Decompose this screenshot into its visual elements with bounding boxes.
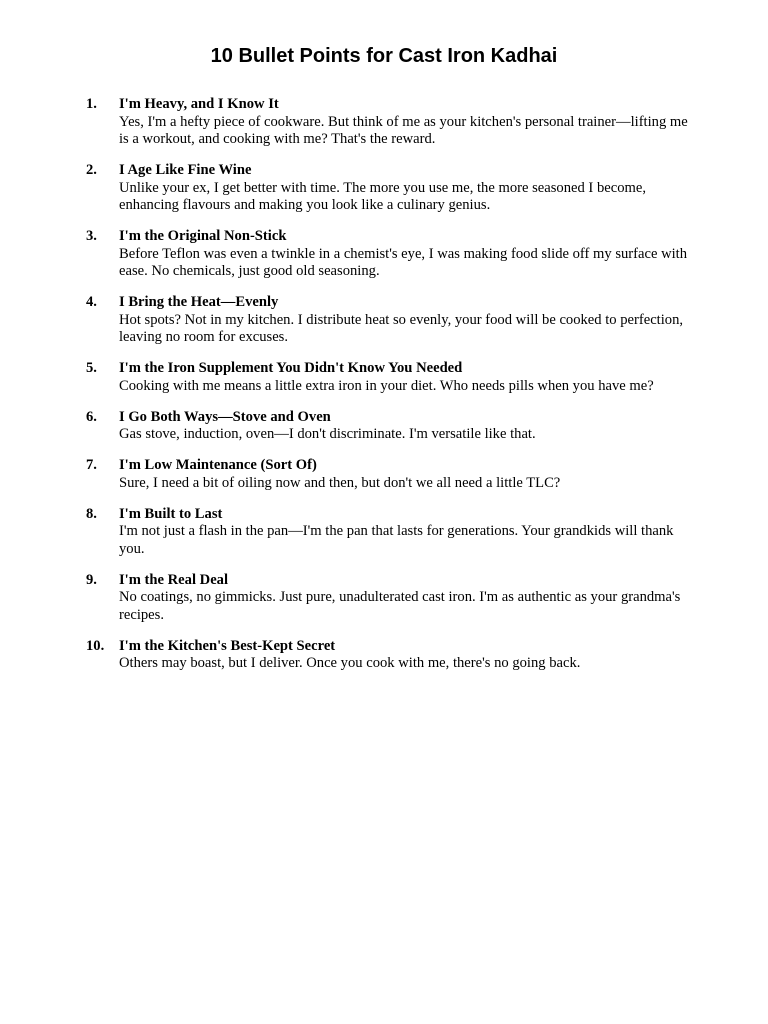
list-item-number: 7. <box>86 457 97 473</box>
list-item-number: 9. <box>86 571 97 588</box>
list-item-body <box>119 409 692 444</box>
list-item-text: I'm not just a flash in the pan—I'm the pan that lasts for generations. Your grandkids will thank you. <box>119 523 674 557</box>
list-item-heading: I'm Built to Last <box>119 505 223 522</box>
list-item-number: 5. <box>86 360 97 376</box>
list-item-body <box>119 228 692 281</box>
list-item-body <box>119 572 692 625</box>
list-item-body <box>119 162 692 215</box>
list-item-heading: I'm Heavy, and I Know It <box>119 96 279 112</box>
list-item-number: 3. <box>86 228 97 244</box>
list-item <box>86 294 692 347</box>
list-item-heading: I'm the Kitchen's Best-Kept Secret <box>119 637 336 654</box>
bullet-point-list <box>86 96 692 673</box>
list-item <box>86 572 692 625</box>
list-item <box>86 162 692 215</box>
list-item <box>86 228 692 281</box>
list-item-number: 6. <box>86 408 97 425</box>
list-item-heading: I'm the Real Deal <box>119 571 229 588</box>
list-item-body <box>119 96 692 149</box>
list-item-body <box>119 360 692 395</box>
list-item-text: No coatings, no gimmicks. Just pure, unadulterated cast iron. I'm as authentic as your grandma's recipes. <box>119 589 681 623</box>
list-item-body <box>119 506 692 559</box>
list-item-heading: I'm the Iron Supplement You Didn't Know You Needed <box>119 360 463 376</box>
list-item-text: Sure, I need a bit of oiling now and then, but don't we all need a little TLC? <box>119 474 561 491</box>
list-item-text: Gas stove, induction, oven—I don't discriminate. I'm versatile like that. <box>119 426 536 442</box>
list-item-heading: I Go Both Ways—Stove and Oven <box>119 408 331 425</box>
list-item-heading: I'm the Original Non-Stick <box>119 228 287 244</box>
list-item-text: Before Teflon was even a twinkle in a chemist's eye, I was making food slide off my surface with ease. No chemicals, just good old seasoning. <box>119 245 688 279</box>
list-item <box>86 409 692 444</box>
list-item-text: Cooking with me means a little extra iron in your diet. Who needs pills when you have me? <box>119 377 654 394</box>
list-item-text: Unlike your ex, I get better with time. The more you use me, the more seasoned I become, enhancing flavours and making you look like a culinary genius. <box>119 179 646 213</box>
list-item <box>86 360 692 395</box>
list-item-number: 1. <box>86 96 97 112</box>
list-item-body <box>119 457 692 492</box>
list-item-heading: I'm Low Maintenance (Sort Of) <box>119 457 317 473</box>
page-title: 10 Bullet Points for Cast Iron Kadhai <box>210 45 558 67</box>
list-item-heading: I Age Like Fine Wine <box>119 162 252 178</box>
list-item-body <box>119 294 692 347</box>
list-item <box>86 457 692 492</box>
list-item-heading: I Bring the Heat—Evenly <box>119 294 279 310</box>
list-item-number: 2. <box>86 162 97 178</box>
list-item-text: Others may boast, but I deliver. Once you cook with me, there's no going back. <box>119 655 581 671</box>
list-item-number: 8. <box>86 505 97 522</box>
list-item-text: Hot spots? Not in my kitchen. I distribute heat so evenly, your food will be cooked to perfection, leaving no room for excuses. <box>119 311 684 345</box>
list-item-number: 10. <box>86 637 105 654</box>
list-item-number: 4. <box>86 294 97 310</box>
list-item <box>86 506 692 559</box>
list-item <box>86 96 692 149</box>
list-item-text: Yes, I'm a hefty piece of cookware. But think of me as your kitchen's personal trainer—lifting me is a workout, and cooking with me? That's the reward. <box>119 113 688 147</box>
list-item <box>86 638 692 673</box>
list-item-body <box>119 638 692 673</box>
